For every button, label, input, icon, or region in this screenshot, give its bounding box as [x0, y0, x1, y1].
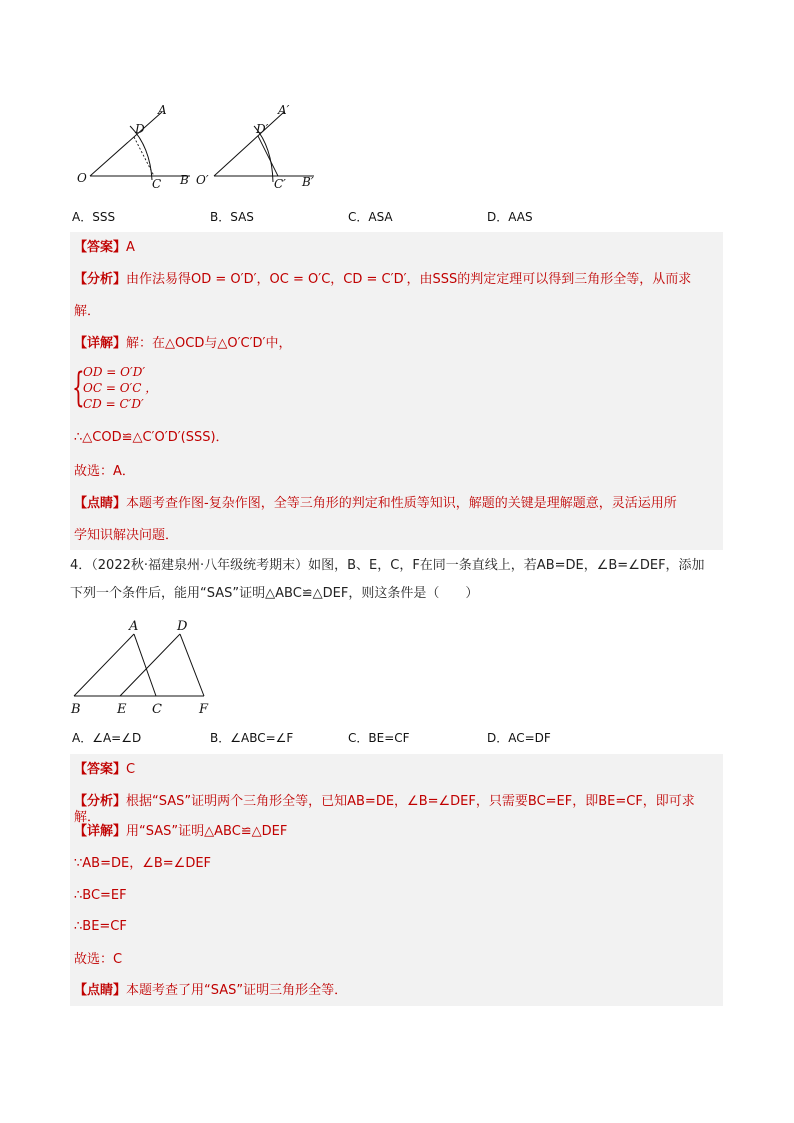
label-e: E — [117, 702, 127, 717]
angle-construction-figure — [72, 100, 332, 196]
segment-df — [180, 634, 204, 696]
q3-analysis — [74, 272, 719, 288]
equation-1: OD = O′D′ — [83, 365, 146, 379]
q4-analysis — [74, 794, 719, 826]
detail-intro: 解：在△OCD与△O′C′D′中， — [126, 336, 292, 351]
q3-comment — [74, 496, 719, 512]
q4-comment — [74, 983, 347, 999]
q4-option-d[interactable]: D．AC=DF — [487, 731, 551, 745]
comment-line2: 学知识解决问题． — [74, 528, 179, 543]
q4-stem — [70, 552, 724, 608]
label-d-prime: D′ — [256, 122, 269, 136]
segment-d-prime-c-prime — [258, 136, 278, 176]
q4-step-3: ∴BE=CF — [74, 919, 127, 934]
equation-system — [72, 364, 157, 412]
comment-tag: 【点睛】 — [74, 983, 127, 998]
analysis-tag: 【分析】 — [74, 272, 127, 287]
segment-ba — [74, 634, 134, 696]
answer-tag: 【答案】 — [74, 762, 127, 777]
equation-2: OC = O′C ， — [83, 381, 158, 395]
q3-option-a[interactable]: A．SSS — [72, 210, 116, 224]
label-c-prime: C′ — [274, 177, 286, 191]
q4-option-c[interactable]: C．BE=CF — [348, 731, 410, 745]
label-c: C — [152, 702, 162, 717]
comment-line1: 本题考查作图-复杂作图，全等三角形的判定和性质等知识，解题的关键是理解题意，灵活运用所 — [126, 496, 677, 511]
analysis-line1: 由作法易得OD = O′D′，OC = O′C，CD = C′D′，由SSS的判定定理可以得到三角形全等，从而求 — [126, 272, 692, 287]
ray-oa — [90, 112, 162, 176]
equation-3: CD = C′D′ — [83, 397, 144, 411]
q3-option-d[interactable]: D．AAS — [487, 210, 533, 224]
q4-solution — [70, 754, 723, 1006]
label-a-prime: A′ — [278, 103, 290, 117]
brace-glyph: { — [72, 365, 85, 411]
label-o: O — [77, 171, 87, 185]
label-f: F — [199, 702, 209, 717]
q4-stem-line2: 下列一个条件后，能用“SAS”证明△ABC≌△DEF，则这条件是（ ） — [70, 586, 479, 601]
label-a: A — [158, 103, 167, 117]
q3-detail — [74, 336, 292, 352]
detail-text: 用“SAS”证明△ABC≌△DEF — [126, 824, 288, 839]
q4-step-1: ∵AB=DE，∠B=∠DEF — [74, 856, 212, 871]
q4-detail — [74, 824, 287, 840]
label-a: A — [129, 619, 139, 634]
detail-tag: 【详解】 — [74, 336, 127, 351]
triangles-figure — [68, 614, 218, 720]
segment-ed — [120, 634, 180, 696]
comment-text: 本题考查了用“SAS”证明三角形全等． — [126, 983, 348, 998]
answer-tag: 【答案】 — [74, 240, 127, 255]
q3-solution — [70, 232, 723, 550]
analysis-text: 根据“SAS”证明两个三角形全等，已知AB=DE，∠B=∠DEF，只需要BC=EF，即BE=CF，即可求解． — [74, 794, 695, 825]
q3-option-c[interactable]: C．ASA — [348, 210, 393, 224]
detail-tag: 【详解】 — [74, 824, 127, 839]
q3-conclusion: ∴△COD≌△C′O′D′(SSS)． — [74, 430, 229, 445]
q3-answer-row — [74, 240, 135, 256]
answer-value: A — [126, 240, 135, 255]
segment-ac — [134, 634, 156, 696]
q3-option-b[interactable]: B．SAS — [210, 210, 254, 224]
analysis-tag: 【分析】 — [74, 794, 127, 809]
q3-choice: 故选：A． — [74, 464, 135, 479]
q4-stem-line1: 4．（2022秋·福建泉州·八年级统考期末）如图，B、E，C，F在同一条直线上，若AB=DE，∠B=∠DEF，添加 — [70, 558, 705, 573]
answer-value: C — [126, 762, 136, 777]
label-d: D — [177, 619, 188, 634]
label-o-prime: O′ — [196, 173, 209, 187]
q4-choice: 故选：C — [74, 952, 123, 967]
label-b: B — [180, 173, 189, 187]
label-b: B — [71, 702, 81, 717]
label-d: D — [135, 122, 145, 136]
analysis-line2: 解． — [74, 304, 101, 319]
q4-option-b[interactable]: B．∠ABC=∠F — [210, 731, 294, 745]
q4-step-2: ∴BC=EF — [74, 888, 127, 903]
label-b-prime: B′ — [302, 175, 314, 189]
q4-answer-row — [74, 762, 135, 778]
comment-tag: 【点睛】 — [74, 496, 127, 511]
q4-option-a[interactable]: A．∠A=∠D — [72, 731, 142, 745]
label-c: C — [152, 177, 162, 191]
